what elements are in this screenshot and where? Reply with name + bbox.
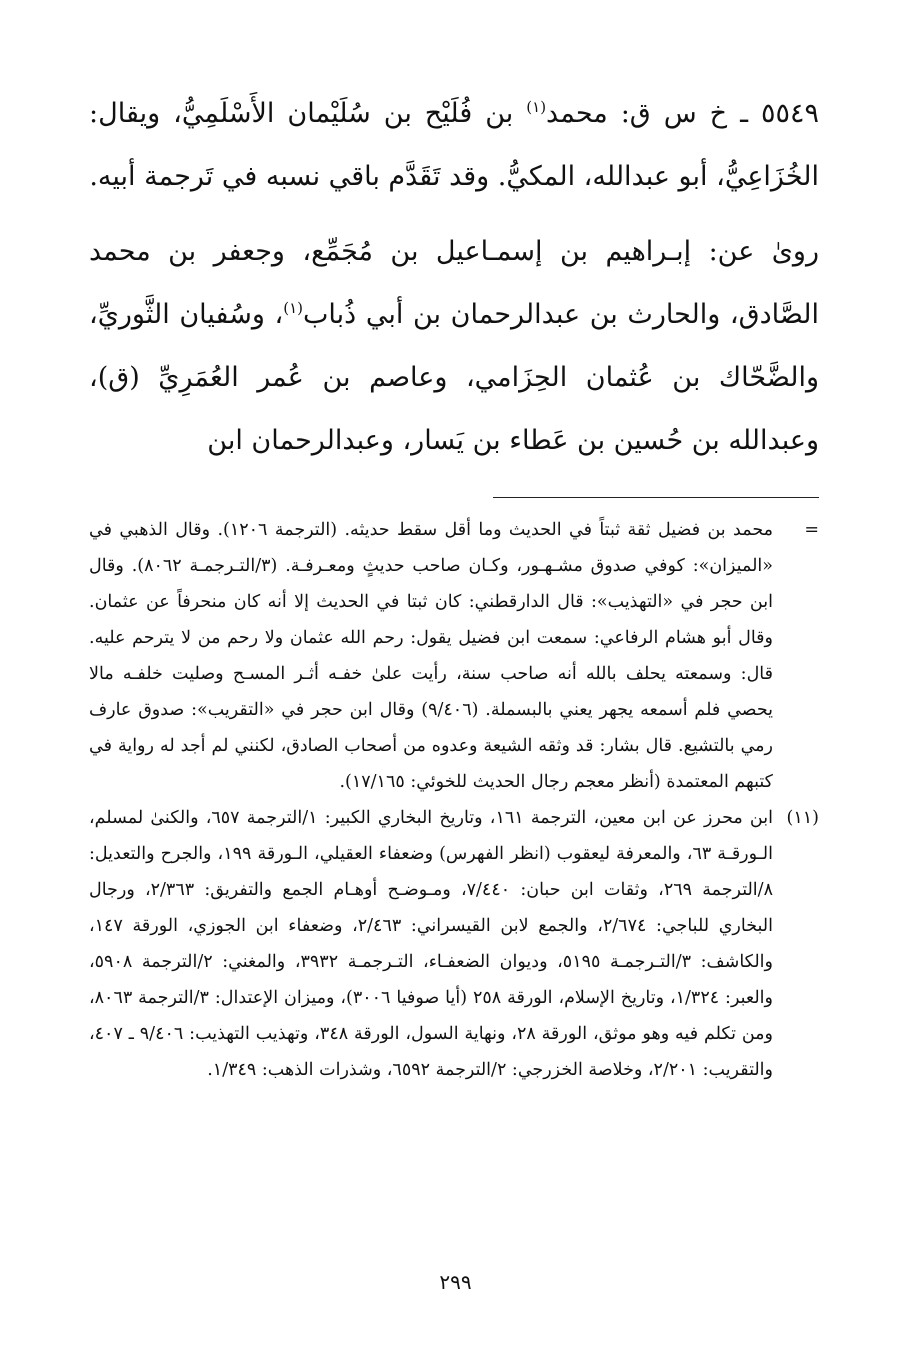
page-number: ٢٩٩ (439, 1270, 472, 1294)
footnotes (89, 512, 819, 1088)
narrators-part-1: روىٰ عن: إبـراهيم بن إسمـاعيل بن مُجَمِّع، وجعفر بن محمد الصَّادق، والحارث بن عبدالرحمان بن أبي ذُباب (89, 236, 819, 330)
footnote-divider (493, 497, 819, 498)
footnote-11-text: ابن محرز عن ابن معين، الترجمة ١٦١، وتاريخ البخاري الكبير: ١/الترجمة ٦٥٧، والكنىٰ لمسلم، الـورقـة ٦٣، والمعرفة ليعقوب (انظر الفهرس) وضعفاء العقيلي، الـورقة ١٩٩، والجرح والتعديل: ٨/الترجمة ٢٦٩، وثقات ابن حبان: ٧/٤٤٠، ومـوضـح أوهـام الجمع والتفريق: ٢/٣٦٣، ورجال البخاري للباجي: ٢/٦٧٤، والجمع لابن القيسراني: ٢/٤٦٣، وضعفاء ابن الجوزي، الورقة ١٤٧، والكاشف: ٣/التـرجمـة ٥١٩٥، وديوان الضعفـاء، التـرجمـة ٣٩٣٢، والمغني: ٢/الترجمة ٥٩٠٨، والعبر: ١/٣٢٤، وتاريخ الإسلام، الورقة ٢٥٨ (أيا صوفيا ٣٠٠٦)، وميزان الإعتدال: ٣/الترجمة ٨٠٦٣، ومن تكلم فيه وهو موثق، الورقة ٢٨، ونهاية السول، الورقة ٣٤٨، وتهذيب التهذيب: ٩/٤٠٦ ـ ٤٠٧، والتقريب: ٢/٢٠١، وخلاصة الخزرجي: ٢/الترجمة ٦٥٩٢، وشذرات الذهب: ١/٣٤٩. (89, 808, 773, 1080)
narrators-paragraph (89, 220, 819, 472)
biography-entry (89, 82, 819, 208)
footnote-continued (89, 512, 819, 800)
footnote-11 (89, 800, 819, 1088)
main-text (89, 82, 819, 472)
footnote-reference: (١) (283, 299, 303, 317)
narrators-part-2: ، وسُفيان الثَّوريِّ، والضَّحّاك بن عُثمان الحِزَامي، وعاصم بن عُمر العُمَرِيِّ (ق)، وعبدالله بن حُسين بن عَطاء بن يَسار، وعبدالرحمان ابن (89, 299, 819, 456)
entry-header-rest: بن فُلَيْح بن سُلَيْمان الأَسْلَمِيُّ، ويقال: الخُزَاعِيُّ، أبو عبدالله، المكيُّ. وقد تَقَدَّم باقي نسبه في تَرجمة أبيه. (89, 98, 819, 192)
footnote-reference: (١) (526, 98, 547, 116)
entry-header: ٥٥٤٩ ـ خ س ق: محمد (546, 98, 819, 129)
footnote-number: (١١) (786, 808, 819, 828)
footnote-continued-text: محمد بن فضيل ثقة ثبتاً في الحديث وما أقل سقط حديثه. (الترجمة ١٢٠٦). وقال الذهبي في «الميزان»: كوفي صدوق مشـهـور، وكـان صاحب حديثٍ ومعـرفـة. (٣/التـرجمـة ٨٠٦٢). وقال ابن حجر في «التهذيب»: قال الدارقطني: كان ثبتا في الحديث إلا أنه كان منحرفاً عن عثمان. وقال أبو هشام الرفاعي: سمعت ابن فضيل يقول: رحم الله عثمان ولا رحم من لا يترحم عليه. قال: وسمعته يحلف بالله أنه صاحب سنة، رأيت علىٰ خفـه أثـر المسـح وصليت خلفـه مالا يحصي فلم أسمعه يجهر يعني بالبسملة. (٩/٤٠٦) وقال ابن حجر في «التقريب»: صدوق عارف رمي بالتشيع. قال بشار: قد وثقه الشيعة وعدوه من أصحاب الصادق، لكنني لم أجد له رواية في كتبهم المعتمدة (أنظر معجم رجال الحديث للخوئي: ١٧/١٦٥). (89, 520, 774, 792)
continuation-mark: = (804, 520, 819, 540)
